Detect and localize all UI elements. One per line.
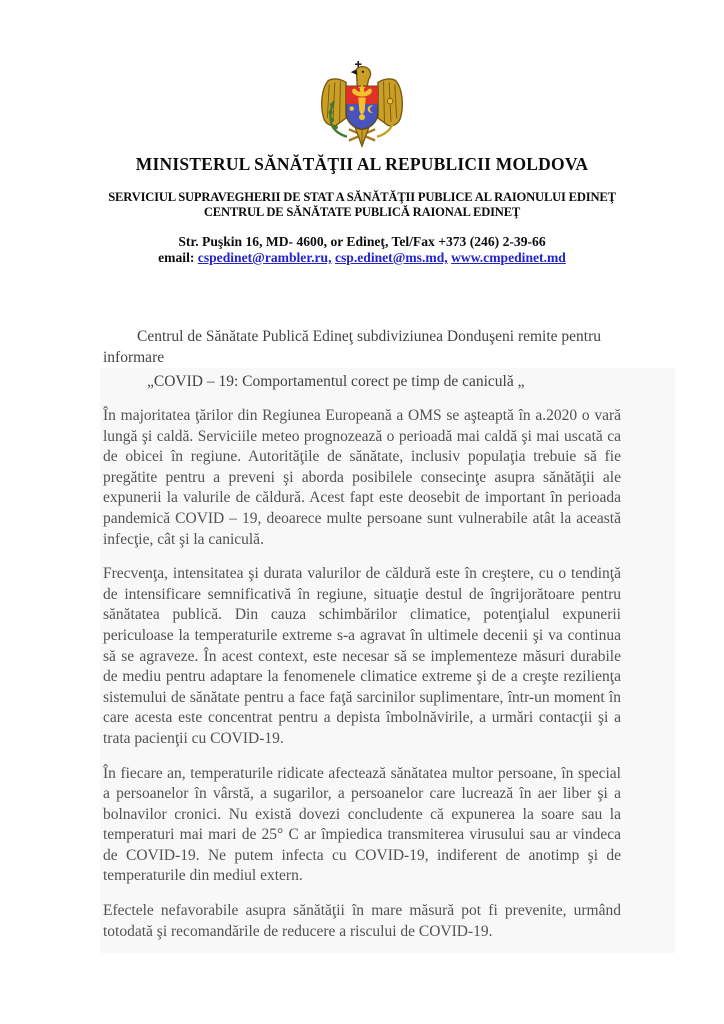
body-paragraph-4: Efectele nefavorabile asupra sănătăţii în mare măsură pot fi prevenite, urmând totodată şi recomandările de reducere a riscului de COVID-19. [103, 902, 621, 940]
crest-container [0, 60, 724, 153]
address-line: Str. Puşkin 16, MD- 4600, or Edineţ, Tel/Fax +373 (246) 2-39-66 [178, 234, 546, 249]
website-link-cmpedinet[interactable]: www.cmpedinet.md [451, 250, 566, 265]
email-line [0, 250, 724, 266]
service-subtitle-line2: CENTRUL DE SĂNĂTATE PUBLICĂ RAIONAL EDINEŢ [203, 204, 521, 219]
body-paragraph-3: În fiecare an, temperaturile ridicate afectează sănătatea multor persoane, în special a persoanelor în vârstă, a sugarilor, a persoanelor care lucrează în aer liber şi a bolnavilor cronici. Nu există dovezi concludente că expunerea la soare sau la temperaturi mai mari de 25° C ar împiedica transmiterea virusului sau ar vindeca de COVID-19. Ne putem infecta cu COVID-19, indiferent de anotimp şi de temperaturile din mediul extern. [103, 764, 621, 885]
moldova-coat-of-arms-icon [315, 60, 409, 148]
email-link-msmd[interactable]: csp.edinet@ms.md, [334, 250, 448, 265]
service-subtitle-block [0, 190, 724, 219]
covid-title-line: „COVID – 19: Comportamentul corect pe timp de caniculă „ [147, 373, 525, 390]
intro-paragraph: Centrul de Sănătate Publică Edineţ subdiviziunea Donduşeni remite pentru informare [103, 328, 602, 366]
body-paragraph-1: În majoritatea ţărilor din Regiunea Europeană a OMS se aşteaptă în a.2020 o vară lungă şi caldă. Serviciile meteo prognozează o perioadă mai caldă şi mai uscată ca de obicei în regiune. Autorităţile de sănătate, inclusiv populaţia trebuie să fie pregătite pentru a preveni şi aborda posibilele consecinţe asupra sănătăţii ale expunerii la valurile de căldură. Acest fapt este deosebit de important în perioada pandemică COVID – 19, deoarece multe persoane sunt vulnerabile atât la această infecţie, cât şi la caniculă. [103, 407, 621, 548]
document-body [103, 326, 621, 942]
email-link-rambler[interactable]: cspedinet@rambler.ru, [197, 250, 332, 265]
body-paragraph-2: Frecvenţa, intensitatea şi durata valurilor de căldură este în creştere, cu o tendinţă de intensificare semnificativă în regiune, situaţie destul de îngrijorătoare pentru sănătatea publică. Din cauza schimbărilor climatice, potenţialul expunerii periculoase la temperaturile extreme s-a agravat în ultimele decenii şi va continua să se agraveze. În acest context, este necesar să se implementeze măsuri durabile de mediu pentru adaptare la fenomenele climatice extreme şi de a creşte rezilienţa sistemului de sănătate pentru a face faţă sarcinilor suplimentare, într-un moment în care acesta este concentrat pentru a depista îmbolnăvirile, a urmări contacţii şi a trata pacienţii cu COVID-19. [103, 565, 621, 747]
email-label: email: [158, 250, 195, 265]
ministry-title: MINISTERUL SĂNĂTĂŢII AL REPUBLICII MOLDOVA [135, 154, 589, 174]
service-subtitle-line1: SERVICIUL SUPRAVEGHERII DE STAT A SĂNĂTĂŢII PUBLICE AL RAIONULUI EDINEŢ [108, 190, 616, 204]
